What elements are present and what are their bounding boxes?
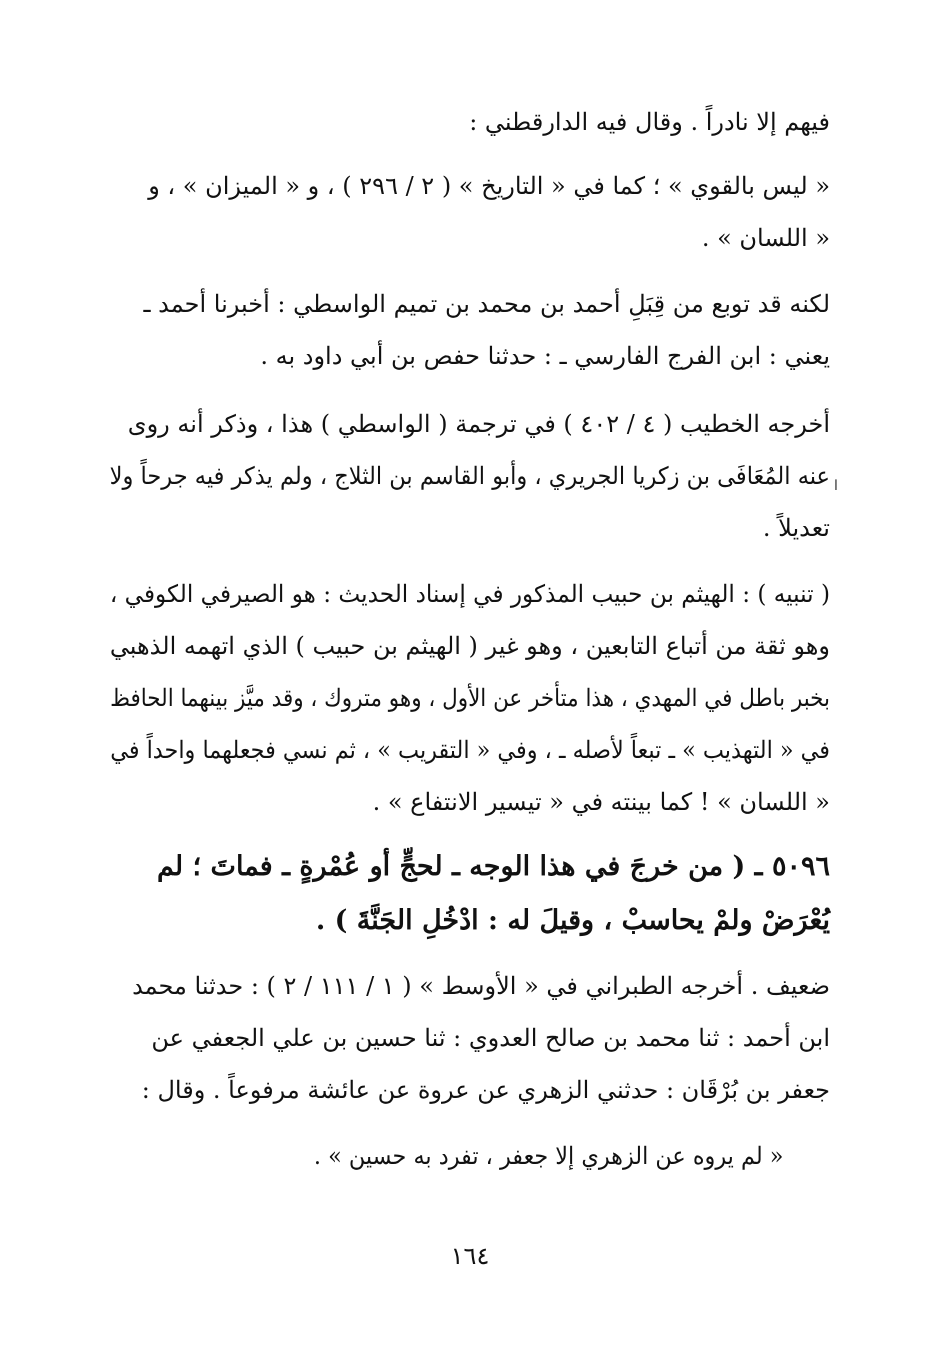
paragraph-khatib	[110, 398, 830, 554]
text-line: « اللسان » ! كما بينته في « تيسير الانتفاع » .	[372, 788, 830, 816]
text-line: يعني : ابن الفرج الفارسي ـ : حدثنا حفص بن أبي داود به .	[260, 342, 830, 370]
text-line: تعديلاً .	[762, 514, 830, 542]
paragraph-corroboration	[110, 278, 830, 382]
text-line: فيهم إلا نادراً . وقال فيه الدارقطني :	[469, 108, 830, 136]
text-line: لكنه قد توبع من قِبَلِ أحمد بن محمد بن تميم الواسطي : أخبرنا أحمد ـ	[143, 290, 830, 318]
page-number: ١٦٤	[450, 1242, 490, 1270]
text-line: ( تنبيه ) : الهيثم بن حبيب المذكور في إسناد الحديث : هو الصيرفي الكوفي ،	[109, 580, 830, 608]
paragraph-quote-daraqutni	[110, 160, 830, 264]
stray-mark: ا	[834, 478, 838, 494]
text-line: عنه المُعَافَى بن زكريا الجريري ، وأبو القاسم بن الثلاج ، ولم يذكر فيه جرحاً ولا	[109, 462, 831, 490]
text-line: ابن أحمد : ثنا محمد بن صالح العدوي : ثنا حسين بن علي الجعفي عن	[151, 1024, 830, 1052]
paragraph-intro	[110, 96, 830, 148]
text-line: « لم يروه عن الزهري إلا جعفر ، تفرد به حسين » .	[313, 1142, 784, 1170]
paragraph-tabarani-quote	[110, 1130, 830, 1182]
text-line: بخبر باطل في المهدي ، هذا متأخر عن الأول ، وهو متروك ، وقد ميَّز بينهما الحافظ	[110, 684, 830, 712]
text-line: ٥٠٩٦ ـ ( من خرجَ في هذا الوجه ـ لحجٍّ أو عُمْرةٍ ـ فماتَ ؛ لم	[156, 851, 830, 882]
text-line: « اللسان » .	[701, 224, 830, 252]
text-line: يُعْرَضْ ولمْ يحاسبْ ، وقيلَ له : ادْخُلِ الجَنَّةَ ) .	[315, 905, 830, 936]
text-line: في « التهذيب » ـ تبعاً لأصله ـ ، وفي « التقريب » ، ثم نسي فجعلهما واحداً في	[110, 736, 830, 764]
text-line: ضعيف . أخرجه الطبراني في « الأوسط » ( ١ / ١١١ / ٢ ) : حدثنا محمد	[132, 972, 830, 1000]
paragraph-grading	[110, 960, 830, 1116]
text-line: جعفر بن بُرْقَان : حدثني الزهري عن عروة عن عائشة مرفوعاً . وقال :	[141, 1076, 830, 1104]
paragraph-note	[110, 568, 830, 828]
text-line: وهو ثقة من أتباع التابعين ، وهو غير ( الهيثم بن حبيب ) الذي اتهمه الذهبي	[109, 632, 830, 660]
text-line: أخرجه الخطيب ( ٤ / ٤٠٢ ) في ترجمة ( الواسطي ) هذا ، وذكر أنه روى	[127, 410, 830, 438]
text-line: « ليس بالقوي » ؛ كما في « التاريخ » ( ٢ / ٢٩٦ ) ، و « الميزان » ، و	[148, 172, 830, 200]
hadith-text	[110, 840, 830, 948]
